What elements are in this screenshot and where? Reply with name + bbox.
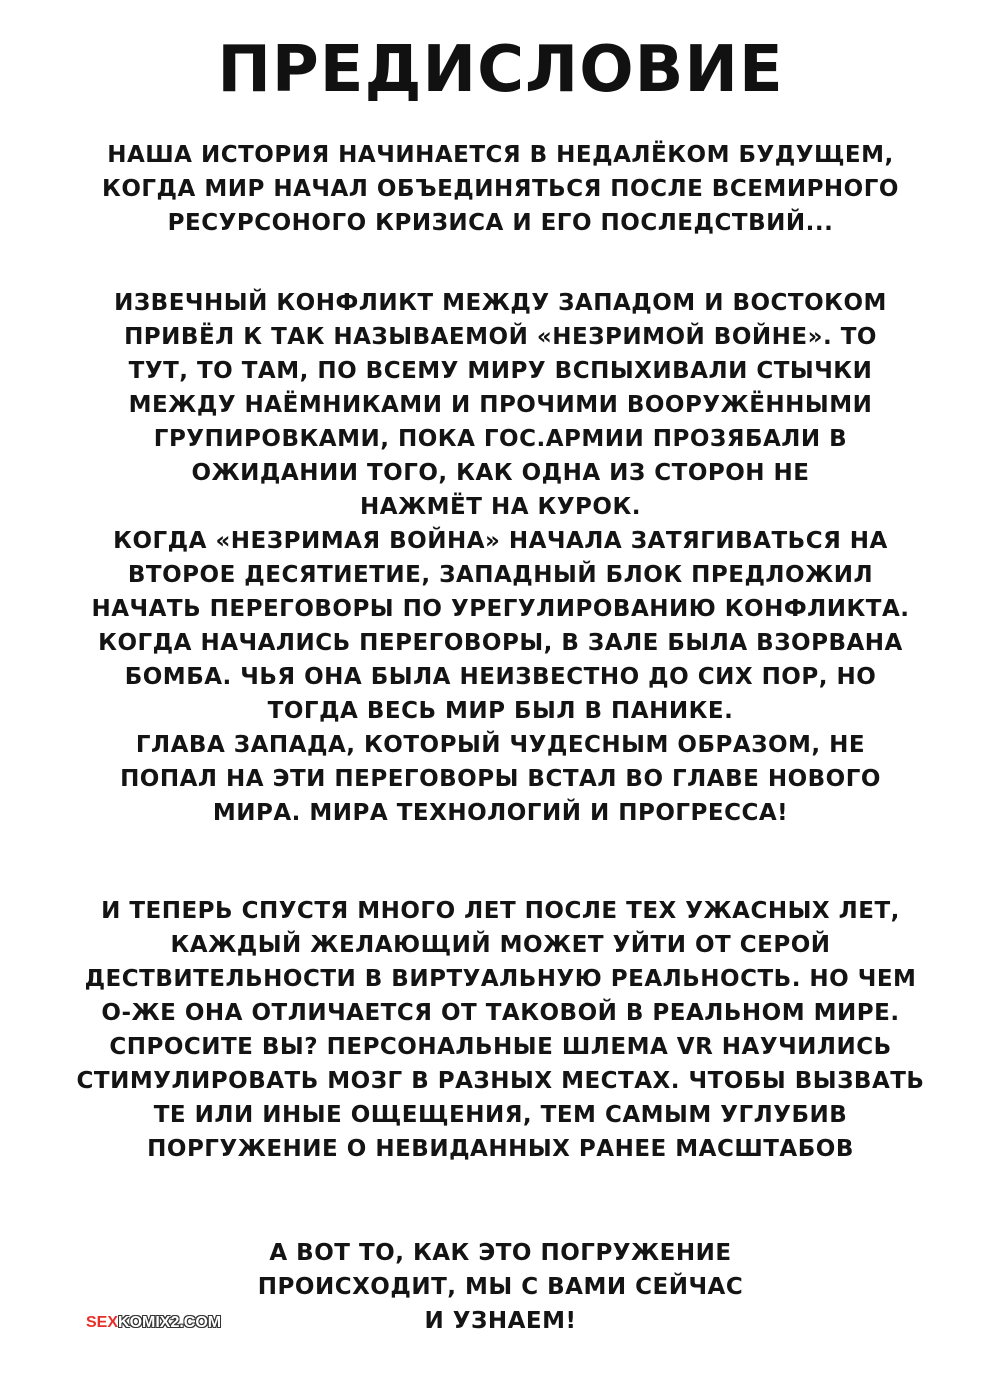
text-line: О-ЖЕ ОНА ОТЛИЧАЕТСЯ ОТ ТАКОВОЙ В РЕАЛЬНОМ МИРЕ. <box>101 1000 900 1026</box>
text-line: КОГДА НАЧАЛИСЬ ПЕРЕГОВОРЫ, В ЗАЛЕ БЫЛА ВЗОРВАНА <box>98 630 903 656</box>
text-line: СТИМУЛИРОВАТЬ МОЗГ В РАЗНЫХ МЕСТАХ. ЧТОБЫ ВЫЗВАТЬ <box>76 1068 925 1094</box>
text-line: ПРОИСХОДИТ, МЫ С ВАМИ СЕЙЧАС <box>257 1274 744 1300</box>
paragraph-vr <box>20 894 981 1166</box>
text-line: ПРИВЁЛ К ТАК НАЗЫВАЕМОЙ «НЕЗРИМОЙ ВОЙНЕ». ТО <box>124 324 877 350</box>
text-line: КОГДА «НЕЗРИМАЯ ВОЙНА» НАЧАЛА ЗАТЯГИВАТЬСЯ НА <box>113 528 888 554</box>
text-line: ГЛАВА ЗАПАДА, КОТОРЫЙ ЧУДЕСНЫМ ОБРАЗОМ, НЕ <box>135 732 866 758</box>
text-line: ОЖИДАНИИ ТОГО, КАК ОДНА ИЗ СТОРОН НЕ <box>191 460 810 486</box>
text-line: НАША ИСТОРИЯ НАЧИНАЕТСЯ В НЕДАЛЁКОМ БУДУЩЕМ, <box>107 142 894 168</box>
text-line: А ВОТ ТО, КАК ЭТО ПОГРУЖЕНИЕ <box>269 1240 732 1266</box>
text-line: КОГДА МИР НАЧАЛ ОБЪЕДИНЯТЬСЯ ПОСЛЕ ВСЕМИРНОГО <box>102 176 899 202</box>
paragraph-intro <box>20 138 981 240</box>
site-watermark <box>86 1313 221 1333</box>
text-line: МИРА. МИРА ТЕХНОЛОГИЙ И ПРОГРЕССА! <box>212 800 789 826</box>
text-line: ДЕСТВИТЕЛЬНОСТИ В ВИРТУАЛЬНУЮ РЕАЛЬНОСТЬ. НО ЧЕМ <box>84 966 917 992</box>
text-line: ТУТ, ТО ТАМ, ПО ВСЕМУ МИРУ ВСПЫХИВАЛИ СТЫЧКИ <box>128 358 873 384</box>
text-line: ПОРГУЖЕНИЕ О НЕВИДАННЫХ РАНЕЕ МАСШТАБОВ <box>147 1136 854 1162</box>
text-line: СПРОСИТЕ ВЫ? ПЕРСОНАЛЬНЫЕ ШЛЕМА VR НАУЧИЛИСЬ <box>109 1034 892 1060</box>
text-line: ГРУПИРОВКАМИ, ПОКА ГОС.АРМИИ ПРОЗЯБАЛИ В <box>153 426 848 452</box>
text-line: ТЕ ИЛИ ИНЫЕ ОЩЕЩЕНИЯ, ТЕМ САМЫМ УГЛУБИВ <box>153 1102 848 1128</box>
page-title: ПРЕДИСЛОВИЕ <box>217 33 784 107</box>
text-line: КАЖДЫЙ ЖЕЛАЮЩИЙ МОЖЕТ УЙТИ ОТ СЕРОЙ <box>170 932 831 958</box>
text-line: НАЖМЁТ НА КУРОК. <box>359 494 642 520</box>
text-line: РЕСУРСОНОГО КРИЗИСА И ЕГО ПОСЛЕДСТВИЙ... <box>167 210 834 236</box>
text-line: ПОПАЛ НА ЭТИ ПЕРЕГОВОРЫ ВСТАЛ ВО ГЛАВЕ НОВОГО <box>120 766 881 792</box>
paragraph-conflict <box>20 286 981 830</box>
watermark-prefix: SEX <box>86 1314 119 1331</box>
text-line: БОМБА. ЧЬЯ ОНА БЫЛА НЕИЗВЕСТНО ДО СИХ ПОР, НО <box>124 664 877 690</box>
text-line: ИЗВЕЧНЫЙ КОНФЛИКТ МЕЖДУ ЗАПАДОМ И ВОСТОКОМ <box>114 290 887 316</box>
text-line: И УЗНАЕМ! <box>424 1308 577 1334</box>
text-line: МЕЖДУ НАЁМНИКАМИ И ПРОЧИМИ ВООРУЖЁННЫМИ <box>128 392 873 418</box>
text-line: И ТЕПЕРЬ СПУСТЯ МНОГО ЛЕТ ПОСЛЕ ТЕХ УЖАСНЫХ ЛЕТ, <box>101 898 900 924</box>
text-line: ТОГДА ВЕСЬ МИР БЫЛ В ПАНИКЕ. <box>267 698 734 724</box>
text-line: ВТОРОЕ ДЕСЯТИЕТИЕ, ЗАПАДНЫЙ БЛОК ПРЕДЛОЖИЛ <box>127 562 874 588</box>
watermark-suffix: KOMIX2.COM <box>118 1314 222 1331</box>
text-line: НАЧАТЬ ПЕРЕГОВОРЫ ПО УРЕГУЛИРОВАНИЮ КОНФЛИКТА. <box>91 596 910 622</box>
